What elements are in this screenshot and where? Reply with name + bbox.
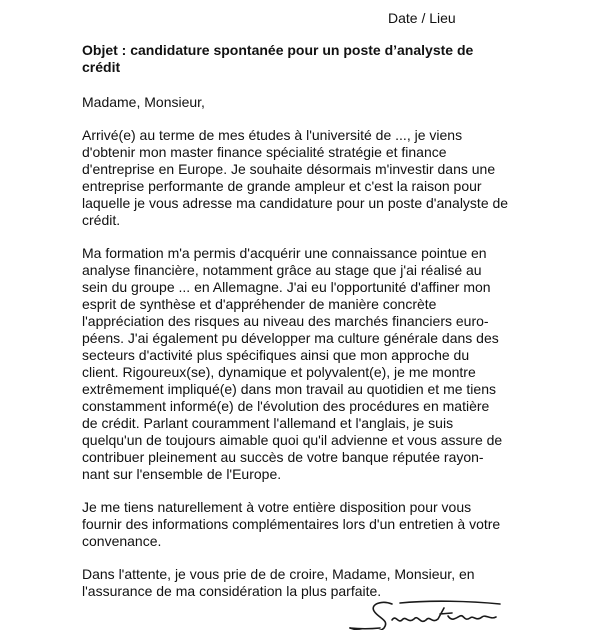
paragraph-line: quelqu'un de toujours aimable quoi qu'il advienne et vous assure de [82, 432, 503, 448]
salutation: Madame, Monsieur, [82, 94, 205, 110]
paragraph-line: analyse financière, notamment grâce au stage que j'ai réalisé au [82, 262, 482, 278]
paragraph-line: constamment informé(e) de l'évolution des procédures en matière [82, 398, 490, 414]
paragraph-line: Dans l'attente, je vous prie de de croire, Madame, Monsieur, en [82, 566, 475, 582]
signature-image [340, 598, 515, 630]
paragraph-line: nant sur l'ensemble de l'Europe. [82, 466, 282, 482]
paragraph-line: secteurs d'activité plus spécifiques ainsi que mon approche du [82, 347, 470, 363]
subject-line-1: Objet : candidature spontanée pour un poste d’analyste de [82, 42, 474, 58]
date-place: Date / Lieu [388, 10, 456, 26]
paragraph-line: d'entreprise en Europe. Je souhaite désormais m'investir dans une [82, 161, 496, 177]
paragraph-line: d'obtenir mon master finance spécialité stratégie et finance [82, 144, 447, 160]
paragraph-line: esprit de synthèse et d'appréhender de manière concrète [82, 296, 437, 312]
paragraph-line: contribuer pleinement au succès de votre banque réputée rayon- [82, 449, 484, 465]
paragraph-line: laquelle je vous adresse ma candidature pour un poste d'analyste de [82, 195, 509, 211]
paragraph-line: client. Rigoureux(se), dynamique et polyvalent(e), je me montre [82, 364, 476, 380]
letter-subject [82, 42, 522, 76]
paragraph-line: de crédit. Parlant couramment l'allemand et l'anglais, je suis [82, 415, 454, 431]
paragraph-line: l'assurance de ma considération la plus parfaite. [82, 583, 382, 599]
paragraph-line: péens. J'ai également pu développer ma culture générale dans des [82, 330, 499, 346]
paragraph-line: l'appréciation des risques au niveau des marchés financiers euro- [82, 313, 489, 329]
paragraph-line: fournir des informations complémentaires lors d'un entretien à votre [82, 516, 501, 532]
paragraph-line: sein du groupe ... en Allemagne. J'ai eu l'opportunité d'affiner mon [82, 279, 491, 295]
paragraph-line: crédit. [82, 212, 121, 228]
subject-line-2: crédit [82, 59, 121, 75]
paragraph-line: convenance. [82, 533, 162, 549]
paragraph-line: extrêmement impliqué(e) dans mon travail au quotidien et me tiens [82, 381, 496, 397]
paragraph-line: Arrivé(e) au terme de mes études à l'université de ..., je viens [82, 127, 463, 143]
paragraph-line: Je me tiens naturellement à votre entière disposition pour vous [82, 499, 472, 515]
paragraph-line: entreprise performante de grande ampleur et c'est la raison pour [82, 178, 482, 194]
paragraph-line: Ma formation m'a permis d'acquérir une connaissance pointue en [82, 245, 487, 261]
